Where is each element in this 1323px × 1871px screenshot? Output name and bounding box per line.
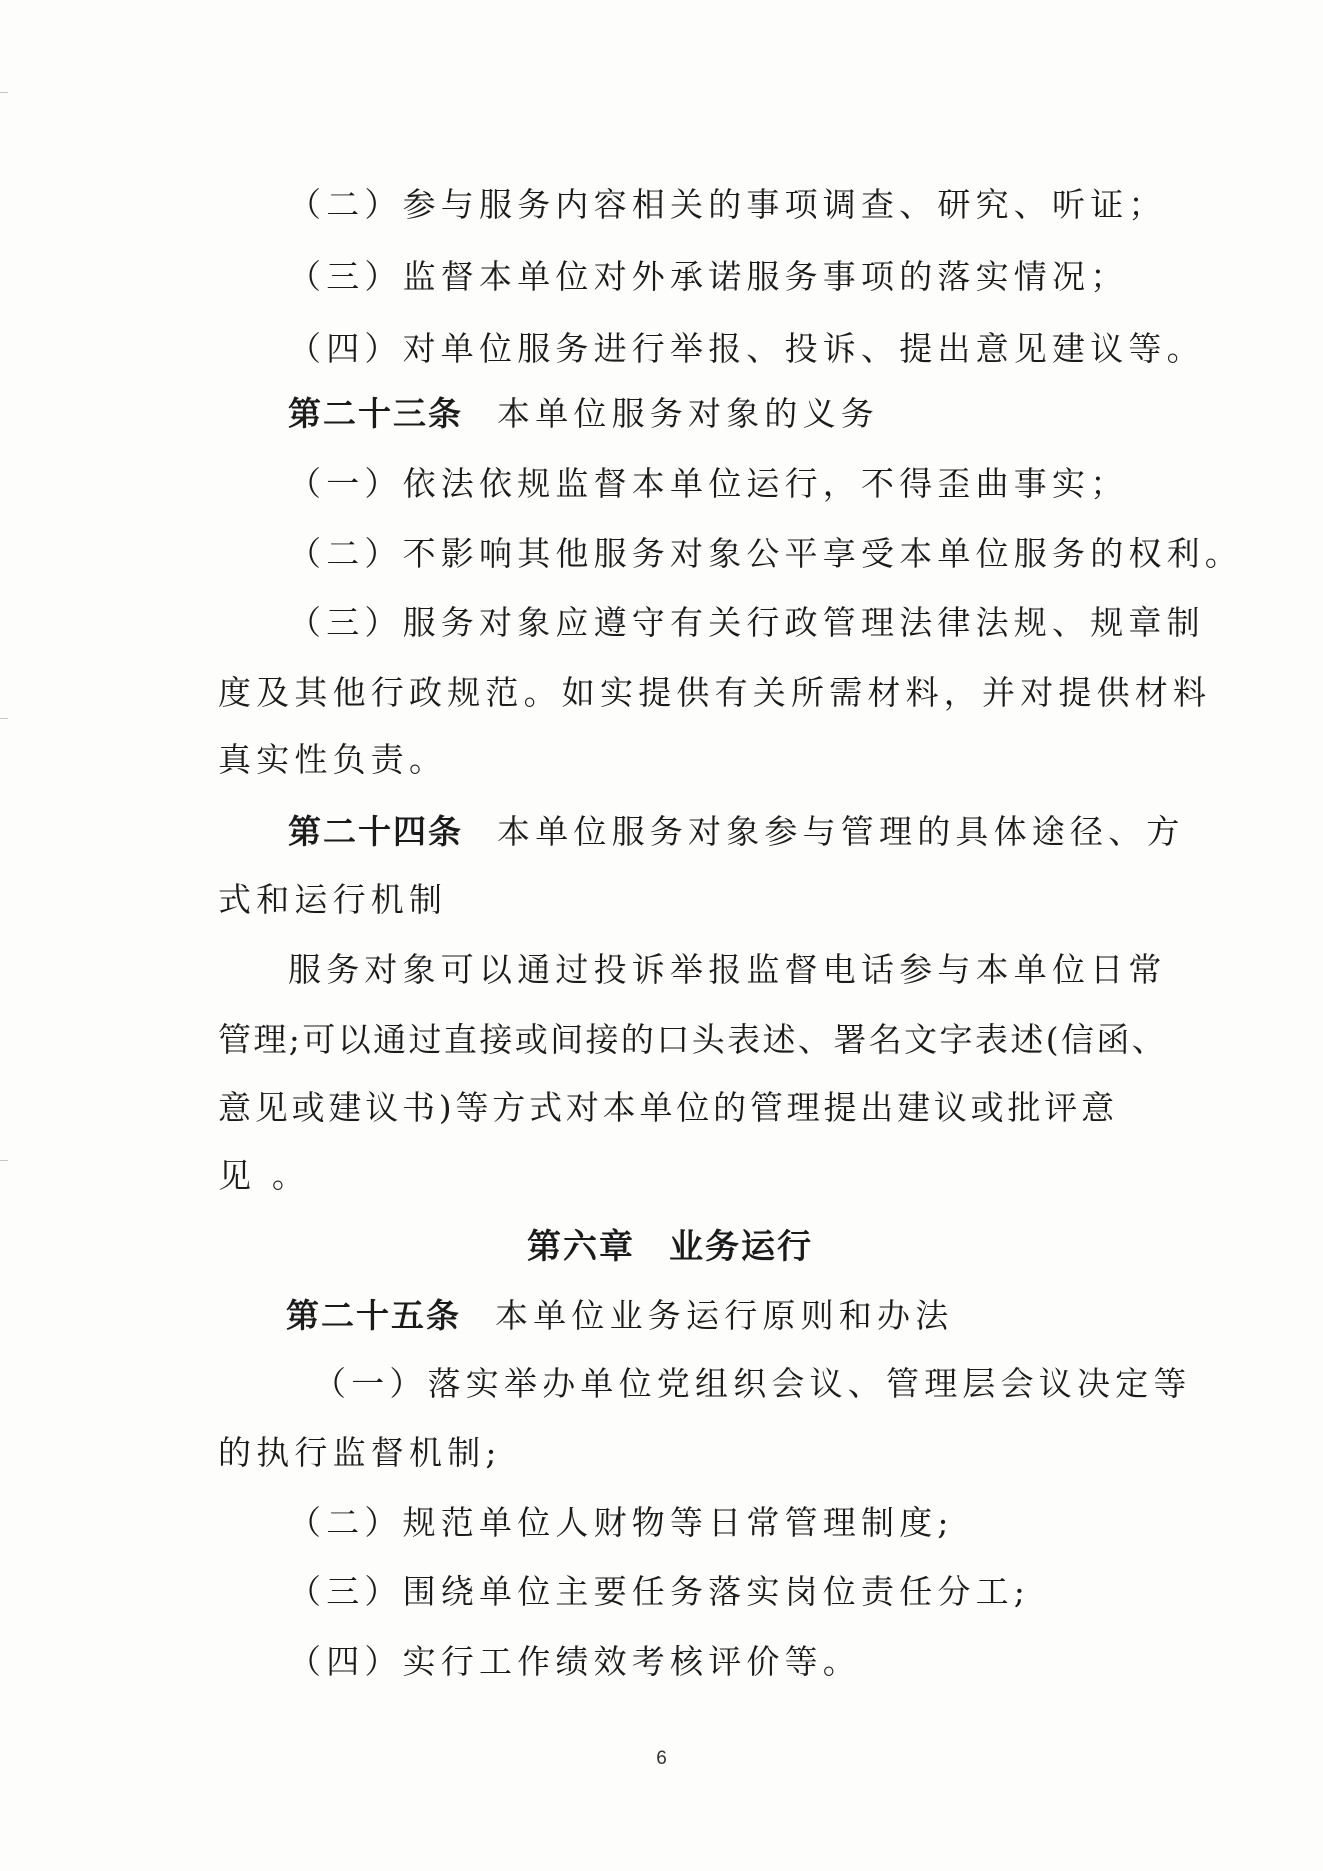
article-23-title: 本单位服务对象的义务 (497, 394, 879, 433)
paragraph-line: （三）服务对象应遵守有关行政管理法律法规、规章制 (288, 603, 1205, 642)
paragraph-line: （二）规范单位人财物等日常管理制度; (288, 1503, 954, 1542)
paragraph-line: 的执行监督机制; (218, 1433, 502, 1472)
article-25-title: 本单位业务运行原则和办法 (495, 1296, 954, 1335)
scan-edge-mark (0, 718, 8, 719)
chapter-heading (527, 1227, 813, 1267)
article-23-heading (288, 394, 879, 434)
paragraph-line: 管理;可以通过直接或间接的口头表述、署名文字表述(信函、 (218, 1020, 1168, 1059)
paragraph-line: （一）落实举办单位党组织会议、管理层会议决定等 (313, 1364, 1192, 1403)
paragraph-line: （四）对单位服务进行举报、投诉、提出意见建议等。 (288, 329, 1205, 368)
paragraph-line: （四）实行工作绩效考核评价等。 (288, 1642, 861, 1681)
scan-edge-mark (0, 92, 8, 93)
article-25-heading (286, 1296, 953, 1336)
paragraph-line: 真实性负责。 (218, 740, 448, 779)
chapter-title: 业务运行 (669, 1227, 813, 1267)
paragraph-line: 服务对象可以通过投诉举报监督电话参与本单位日常 (288, 950, 1167, 989)
paragraph-line: （二）不影响其他服务对象公平享受本单位服务的权利。 (288, 534, 1243, 573)
page-number: 6 (656, 1748, 667, 1769)
article-24-label: 第二十四条 (288, 812, 463, 851)
article-23-label: 第二十三条 (288, 394, 463, 433)
paragraph-line: 度及其他行政规范。如实提供有关所需材料，并对提供材料 (218, 673, 1212, 712)
paragraph-line: （二）参与服务内容相关的事项调查、研究、听证； (288, 185, 1167, 224)
chapter-label: 第六章 (527, 1227, 635, 1267)
article-25-label: 第二十五条 (286, 1296, 461, 1335)
paragraph-line: 意见或建议书)等方式对本单位的管理提出建议或批评意 (218, 1088, 1118, 1127)
paragraph-line: （三）围绕单位主要任务落实岗位责任分工; (288, 1572, 1031, 1611)
paragraph-line: 式和运行机制 (218, 880, 448, 919)
paragraph-line: （一）依法依规监督本单位运行，不得歪曲事实； (288, 464, 1129, 503)
scan-edge-mark (0, 1160, 8, 1161)
paragraph-line: （三）监督本单位对外承诺服务事项的落实情况； (288, 257, 1129, 296)
article-24-heading (288, 812, 1185, 852)
article-24-title: 本单位服务对象参与管理的具体途径、方 (497, 812, 1185, 851)
paragraph-line: 见 。 (218, 1156, 311, 1195)
